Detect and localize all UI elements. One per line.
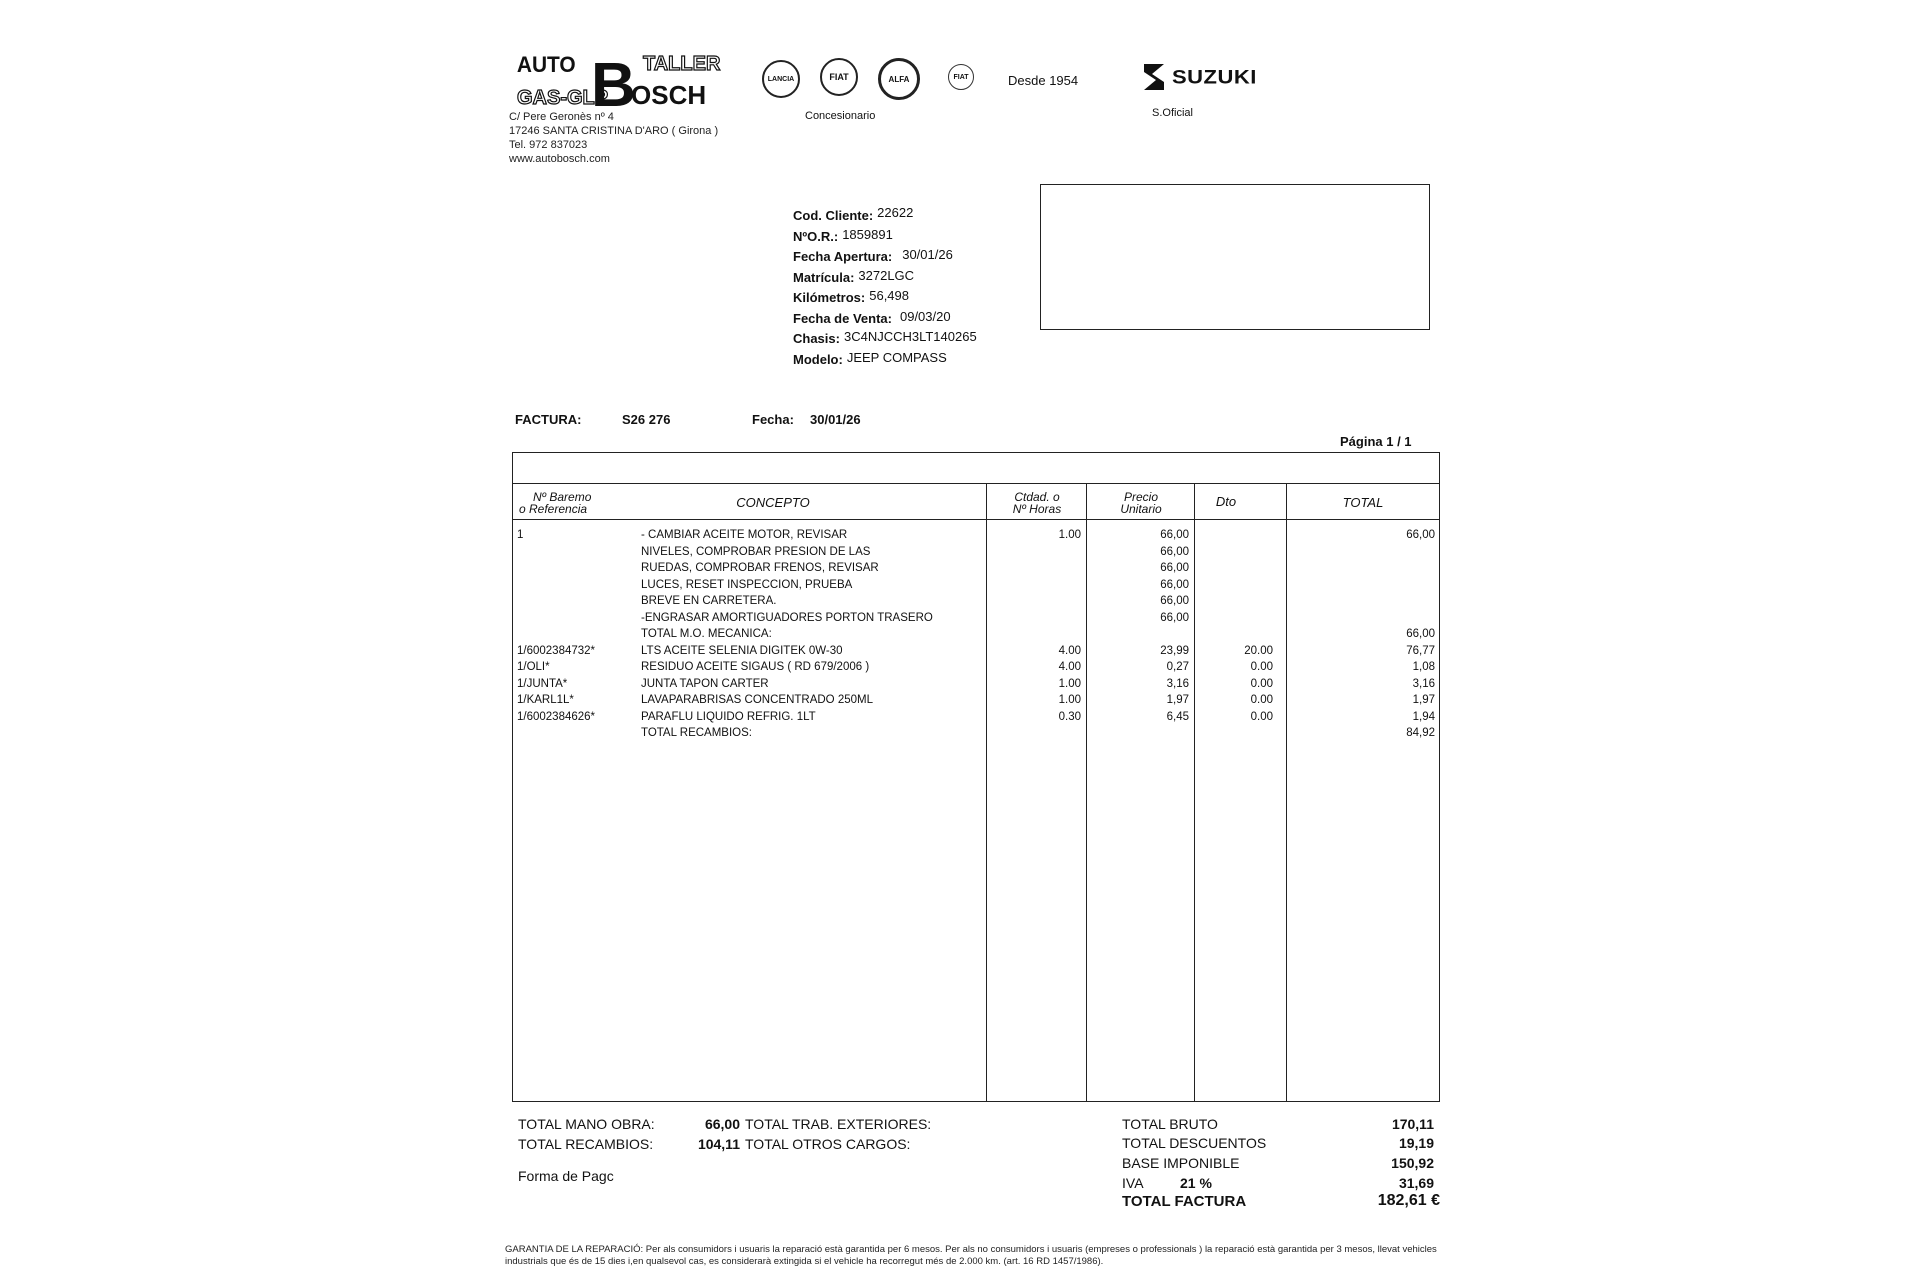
cell-concepto: -ENGRASAR AMORTIGUADORES PORTON TRASERO xyxy=(641,611,933,624)
cell-unit-price: 6,45 xyxy=(1166,710,1189,723)
cell-concepto: BREVE EN CARRETERA. xyxy=(641,595,777,607)
cell-ref: 1/JUNTA* xyxy=(517,677,568,690)
chassis-number: 3C4NJCCH3LT140265 xyxy=(843,329,977,344)
vehicle-model: JEEP COMPASS xyxy=(846,349,947,365)
suzuki-wordmark: SUZUKI xyxy=(1172,65,1257,88)
cell-concepto: LAVAPARABRISAS CONCENTRADO 250ML xyxy=(641,694,873,706)
cell-quantity: 4.00 xyxy=(1058,644,1081,657)
client-code: 22622 xyxy=(877,205,914,220)
cell-total: 66,00 xyxy=(1406,628,1435,640)
table-row xyxy=(513,527,1439,544)
cell-concepto: JUNTA TAPON CARTER xyxy=(641,677,769,690)
cell-unit-price: 1,97 xyxy=(1166,694,1189,706)
table-row xyxy=(513,659,1439,676)
cell-unit-price: 3,16 xyxy=(1166,677,1189,690)
table-row xyxy=(513,676,1439,693)
suzuki-brand xyxy=(1140,62,1257,92)
header-total: TOTAL xyxy=(1342,495,1384,510)
cell-total: 1,08 xyxy=(1412,661,1435,673)
alfa-romeo-badge-icon: ALFA xyxy=(878,58,920,100)
mileage: 56,498 xyxy=(869,288,909,303)
tax-base-value: 150,92 xyxy=(1391,1155,1434,1171)
invoice-total-label: TOTAL FACTURA xyxy=(1122,1193,1247,1210)
invoice-number: S26 276 xyxy=(622,412,671,427)
warranty-notice: GARANTIA DE LA REPARACIÓ: Per als consumidors i usuaris la reparació està garantida per 6 mesos. Per als no consumidors i usuaris (empreses o professionals ) la reparació està garantida per 3 mesos, llevat vehicles industrials que és de 15 dies i,en qualsevol cas, es considerarà extingida si el vehicle ha recorregut més de 2.000 km. (art. 16 RD 1457/1986). xyxy=(505,1244,1437,1267)
logo-auto: AUTO xyxy=(516,52,576,78)
cell-ref: 1/OLI* xyxy=(517,661,550,673)
table-row xyxy=(513,593,1439,610)
cell-total: 1,97 xyxy=(1412,694,1435,706)
external-work-label: TOTAL TRAB. EXTERIORES: xyxy=(745,1116,932,1132)
address-line: C/ Pere Geronès nº 4 xyxy=(509,111,614,123)
cell-concepto: PARAFLU LIQUIDO REFRIG. 1LT xyxy=(641,710,816,723)
table-divider xyxy=(513,483,1439,484)
table-row xyxy=(513,577,1439,594)
page-number: Página 1 / 1 xyxy=(1340,434,1412,449)
cell-unit-price: 66,00 xyxy=(1160,611,1189,624)
gross-total-value: 170,11 xyxy=(1391,1116,1434,1132)
fiat-professional-badge-icon: FIAT xyxy=(948,64,974,90)
vehicle-info xyxy=(793,206,977,370)
vat-label: IVA xyxy=(1122,1175,1144,1191)
cell-quantity: 1.00 xyxy=(1058,529,1081,541)
cell-total: 76,77 xyxy=(1406,644,1435,657)
cell-quantity: 4.00 xyxy=(1058,661,1081,673)
info-row: Modelo: JEEP COMPASS xyxy=(793,349,947,367)
discounts-total-value: 19,19 xyxy=(1398,1135,1434,1151)
cell-unit-price: 23,99 xyxy=(1160,644,1189,657)
table-row xyxy=(513,725,1439,742)
cell-concepto: TOTAL M.O. MECANICA: xyxy=(641,628,772,640)
table-row xyxy=(513,610,1439,627)
concesionario-label: Concesionario xyxy=(805,110,876,122)
cell-concepto: RUEDAS, COMPROBAR FRENOS, REVISAR xyxy=(641,562,879,574)
cell-discount: 20.00 xyxy=(1244,644,1273,657)
address-line: Tel. 972 837023 xyxy=(509,139,588,151)
cell-ref: 1/6002384732* xyxy=(517,644,596,657)
info-row: Cod. Cliente: 22622 xyxy=(793,205,914,223)
cell-discount: 0.00 xyxy=(1250,710,1273,723)
cell-unit-price: 66,00 xyxy=(1160,595,1189,607)
table-row xyxy=(513,643,1439,660)
table-row xyxy=(513,626,1439,643)
cell-unit-price: 66,00 xyxy=(1160,545,1189,558)
header-discount: Dto xyxy=(1215,494,1237,509)
table-row xyxy=(513,709,1439,726)
factura-label: FACTURA: xyxy=(515,412,582,427)
table-row xyxy=(513,544,1439,561)
official-service-label: S.Oficial xyxy=(1152,107,1193,119)
cell-unit-price: 0,27 xyxy=(1166,661,1189,673)
cell-total: 66,00 xyxy=(1406,529,1435,541)
other-charges-label: TOTAL OTROS CARGOS: xyxy=(745,1136,911,1152)
header-unit-price: Precio Unitario xyxy=(1120,490,1162,516)
order-number: 1859891 xyxy=(842,226,893,242)
cell-concepto: - CAMBIAR ACEITE MOTOR, REVISAR xyxy=(641,529,848,541)
opening-date: 30/01/26 xyxy=(902,247,953,262)
cell-unit-price: 66,00 xyxy=(1160,529,1189,541)
lancia-badge-icon: LANCIA xyxy=(762,60,800,98)
cell-unit-price: 66,00 xyxy=(1160,562,1189,574)
invoice-date: 30/01/26 xyxy=(810,412,861,427)
cell-total: 1,94 xyxy=(1412,710,1435,723)
header-quantity: Ctdad. o Nº Horas xyxy=(1012,490,1062,516)
table-row xyxy=(513,692,1439,709)
cell-unit-price: 66,00 xyxy=(1160,578,1189,591)
logo-big-b: B xyxy=(591,51,636,120)
logo-gasglp: GAS-GLP xyxy=(517,87,609,109)
info-row: Matrícula: 3272LGC xyxy=(793,267,915,285)
cell-quantity: 0.30 xyxy=(1058,710,1081,723)
cell-concepto: LUCES, RESET INSPECCION, PRUEBA xyxy=(641,578,853,591)
website-link[interactable]: www.autobosch.com xyxy=(509,153,610,165)
cell-concepto: RESIDUO ACEITE SIGAUS ( RD 679/2006 ) xyxy=(641,661,870,673)
cell-concepto: LTS ACEITE SELENIA DIGITEK 0W-30 xyxy=(641,644,843,657)
suzuki-s-icon xyxy=(1140,62,1168,92)
customer-address-box xyxy=(1040,184,1430,330)
info-row: Fecha de Venta: 09/03/20 xyxy=(793,308,951,326)
parts-total-label: TOTAL RECAMBIOS: xyxy=(518,1136,654,1152)
parts-total-value: 104,11 xyxy=(697,1136,740,1152)
invoice-total-value: 182,61 € xyxy=(1377,1192,1440,1209)
logo-osch: OSCH xyxy=(631,80,707,110)
table-divider xyxy=(513,519,1439,520)
license-plate: 3272LGC xyxy=(858,267,915,283)
discounts-total-label: TOTAL DESCUENTOS xyxy=(1122,1135,1267,1151)
cell-concepto: TOTAL RECAMBIOS: xyxy=(641,727,752,739)
info-row: Kilómetros: 56,498 xyxy=(793,288,909,305)
cell-ref: 1/6002384626* xyxy=(517,710,596,723)
tax-base-label: BASE IMPONIBLE xyxy=(1122,1155,1240,1171)
sale-date: 09/03/20 xyxy=(899,308,951,324)
header-ref: Nº Baremo o Referencia xyxy=(519,490,592,516)
payment-method-label: Forma de Pagc xyxy=(518,1168,614,1184)
cell-discount: 0.00 xyxy=(1250,677,1273,690)
cell-total: 3,16 xyxy=(1412,677,1435,690)
info-row: NºO.R.: 1859891 xyxy=(793,226,893,244)
gross-total-label: TOTAL BRUTO xyxy=(1122,1116,1218,1132)
labor-total-label: TOTAL MANO OBRA: xyxy=(518,1116,655,1132)
header-concepto: CONCEPTO xyxy=(736,495,810,510)
vat-rate: 21 % xyxy=(1180,1175,1212,1191)
fecha-label: Fecha: xyxy=(752,412,794,427)
cell-concepto: NIVELES, COMPROBAR PRESION DE LAS xyxy=(641,545,871,558)
cell-total: 84,92 xyxy=(1406,727,1435,739)
since-label: Desde 1954 xyxy=(1008,73,1079,88)
cell-discount: 0.00 xyxy=(1250,694,1273,706)
table-row xyxy=(513,560,1439,577)
cell-quantity: 1.00 xyxy=(1058,694,1081,706)
invoice-lines-table xyxy=(512,452,1440,1102)
labor-total-value: 66,00 xyxy=(704,1116,740,1132)
vat-value: 31,69 xyxy=(1398,1175,1434,1191)
address-line: 17246 SANTA CRISTINA D'ARO ( Girona ) xyxy=(509,125,719,137)
fiat-badge-icon: FIAT xyxy=(820,58,858,96)
cell-ref: 1 xyxy=(517,529,524,541)
cell-quantity: 1.00 xyxy=(1058,677,1081,690)
company-address xyxy=(509,110,718,166)
cell-ref: 1/KARL1L* xyxy=(517,694,574,706)
cell-discount: 0.00 xyxy=(1250,661,1273,673)
info-row: Chasis: 3C4NJCCH3LT140265 xyxy=(793,329,977,346)
info-row: Fecha Apertura: 30/01/26 xyxy=(793,247,953,264)
logo-taller: TALLER xyxy=(643,53,721,75)
